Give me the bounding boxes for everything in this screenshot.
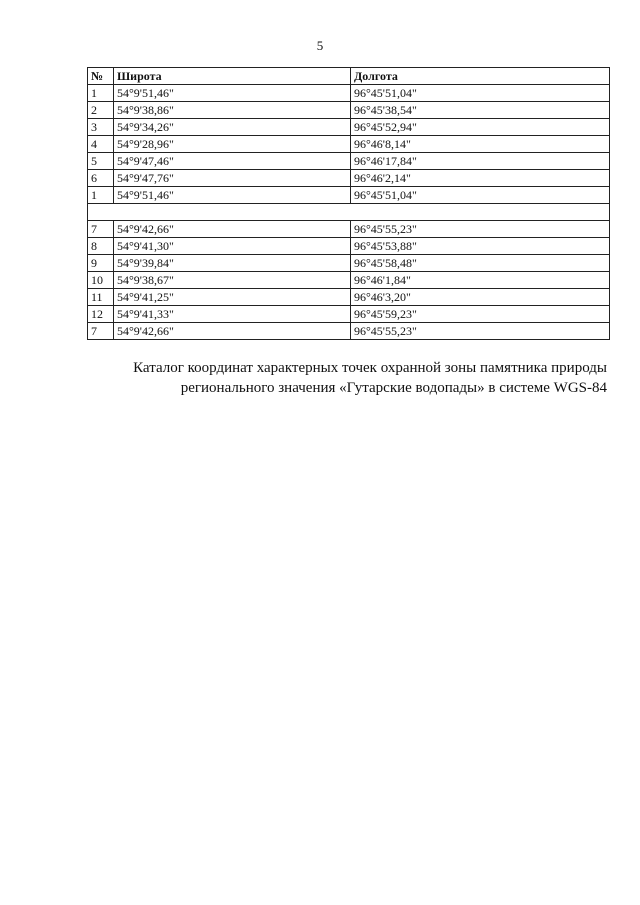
cell-longitude: 96°45'58,48": [351, 255, 610, 272]
spacer-cell: [88, 204, 610, 221]
cell-latitude: 54°9'51,46": [114, 187, 351, 204]
table-row: [88, 323, 610, 340]
caption-line-1: Каталог координат характерных точек охранной зоны памятника природы: [133, 360, 607, 376]
cell-longitude: 96°45'55,23": [351, 323, 610, 340]
cell-number: 12: [88, 306, 114, 323]
cell-latitude: 54°9'34,26": [114, 119, 351, 136]
table-caption: [60, 358, 607, 398]
cell-number: 4: [88, 136, 114, 153]
cell-latitude: 54°9'47,76": [114, 170, 351, 187]
cell-latitude: 54°9'42,66": [114, 221, 351, 238]
table-row: [88, 187, 610, 204]
coordinates-table: [87, 67, 610, 340]
cell-latitude: 54°9'28,96": [114, 136, 351, 153]
cell-latitude: 54°9'38,67": [114, 272, 351, 289]
table-row: [88, 306, 610, 323]
cell-number: 1: [88, 187, 114, 204]
column-header-latitude: Широта: [114, 68, 351, 85]
table-row: [88, 102, 610, 119]
table-row: [88, 238, 610, 255]
cell-latitude: 54°9'41,25": [114, 289, 351, 306]
table-header-row: [88, 68, 610, 85]
cell-latitude: 54°9'42,66": [114, 323, 351, 340]
table-row: [88, 221, 610, 238]
cell-longitude: 96°46'17,84": [351, 153, 610, 170]
table-row: [88, 170, 610, 187]
cell-number: 6: [88, 170, 114, 187]
cell-longitude: 96°45'55,23": [351, 221, 610, 238]
cell-number: 2: [88, 102, 114, 119]
cell-number: 9: [88, 255, 114, 272]
table-row: [88, 136, 610, 153]
cell-latitude: 54°9'51,46": [114, 85, 351, 102]
cell-number: 5: [88, 153, 114, 170]
cell-number: 7: [88, 323, 114, 340]
table-body: [88, 85, 610, 340]
cell-longitude: 96°46'1,84": [351, 272, 610, 289]
cell-longitude: 96°45'59,23": [351, 306, 610, 323]
cell-longitude: 96°45'51,04": [351, 187, 610, 204]
table-spacer-row: [88, 204, 610, 221]
cell-longitude: 96°45'52,94": [351, 119, 610, 136]
table-row: [88, 85, 610, 102]
cell-longitude: 96°46'8,14": [351, 136, 610, 153]
cell-number: 8: [88, 238, 114, 255]
page-number: 5: [316, 38, 324, 53]
table-row: [88, 272, 610, 289]
cell-latitude: 54°9'38,86": [114, 102, 351, 119]
cell-longitude: 96°45'53,88": [351, 238, 610, 255]
cell-number: 11: [88, 289, 114, 306]
column-header-longitude: Долгота: [351, 68, 610, 85]
cell-longitude: 96°46'2,14": [351, 170, 610, 187]
cell-number: 3: [88, 119, 114, 136]
cell-longitude: 96°46'3,20": [351, 289, 610, 306]
cell-latitude: 54°9'41,33": [114, 306, 351, 323]
table-row: [88, 289, 610, 306]
caption-line-2: регионального значения «Гутарские водопады» в системе WGS-84: [180, 380, 607, 396]
cell-latitude: 54°9'47,46": [114, 153, 351, 170]
table-row: [88, 255, 610, 272]
cell-number: 7: [88, 221, 114, 238]
cell-longitude: 96°45'38,54": [351, 102, 610, 119]
cell-latitude: 54°9'39,84": [114, 255, 351, 272]
cell-longitude: 96°45'51,04": [351, 85, 610, 102]
cell-number: 10: [88, 272, 114, 289]
table-row: [88, 119, 610, 136]
cell-latitude: 54°9'41,30": [114, 238, 351, 255]
table-row: [88, 153, 610, 170]
column-header-number: №: [88, 68, 114, 85]
cell-number: 1: [88, 85, 114, 102]
